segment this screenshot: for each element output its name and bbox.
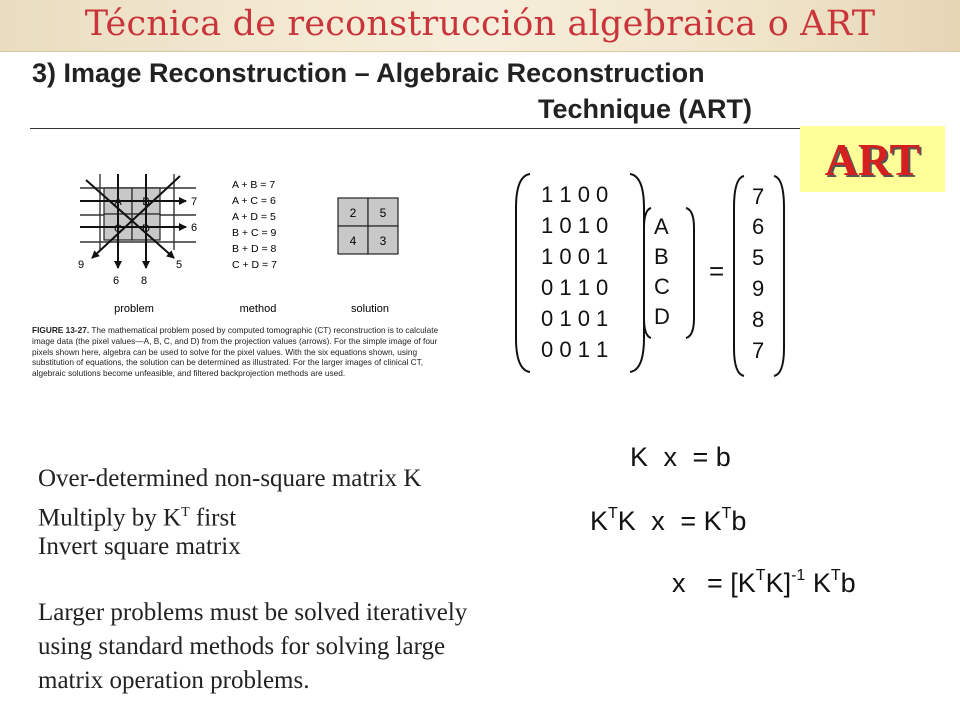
solution-c: 4 (349, 234, 357, 248)
unknown-b: B (654, 244, 669, 269)
method-eq-3: A + D = 5 (232, 211, 276, 223)
note-line-5: using standard methods for solving large (38, 633, 446, 660)
eq2-rhs-a: = K (680, 506, 722, 536)
eq1-lhs: K x (630, 442, 678, 472)
note-line-2-sup: T (181, 505, 190, 520)
unknown-c: C (654, 274, 670, 299)
label-problem: problem (114, 303, 154, 315)
method-eq-5: B + D = 8 (232, 243, 277, 255)
heading-rule (30, 128, 802, 129)
slide-title: Técnica de reconstrucción algebraica o ART (84, 4, 876, 44)
result-5: 8 (752, 307, 765, 332)
matrix-left-bracket (516, 174, 530, 372)
results-left-bracket (734, 176, 744, 376)
eq2-lhs-a: K (590, 506, 609, 536)
label-method: method (239, 303, 277, 315)
equals-sign: = (709, 256, 725, 286)
matrix-row-3: 1 0 0 1 (541, 244, 609, 269)
unknowns-left-bracket (644, 208, 651, 338)
unknown-a: A (654, 214, 669, 239)
result-2: 6 (752, 214, 765, 239)
equation-3 (672, 568, 856, 599)
method-equations (232, 179, 277, 271)
eq2-sup-a: T (608, 505, 618, 522)
proj-right-top: 7 (191, 196, 198, 208)
eq3-rhs-b: K] (765, 568, 792, 598)
eq2-lhs-b: K x (617, 506, 665, 536)
pixel-grid (104, 188, 160, 240)
matrix-row-2: 1 0 1 0 (541, 213, 609, 238)
matrix-row-5: 0 1 0 1 (541, 306, 609, 331)
eq3-sup-c: T (830, 567, 841, 584)
heading-line-1: 3) Image Reconstruction – Algebraic Reconstruction (32, 58, 705, 88)
caption-label: FIGURE 13-27. (32, 325, 90, 335)
eq3-rhs-a: = [K (707, 568, 756, 598)
eq3-sup-a: T (755, 567, 766, 584)
heading-line-2: Technique (ART) (538, 94, 752, 124)
result-4: 9 (752, 276, 765, 301)
matrix-row-4: 0 1 1 0 (541, 275, 609, 300)
unknowns-right-bracket (686, 208, 694, 338)
matrix-row-6: 0 0 1 1 (541, 337, 609, 362)
solution-grid (338, 198, 398, 254)
pixel-d-label: D (142, 223, 150, 235)
solution-a: 2 (349, 206, 357, 220)
matrix-row-1: 1 1 0 0 (541, 182, 609, 207)
equation-1 (630, 442, 731, 473)
solution-b: 5 (379, 206, 387, 220)
caption-text: The mathematical problem posed by computed tomographic (CT) reconstruction is to calculate image data (the pixel values—A, B, C, and D) from the projection values (arrows). For the simple image of four pixels shown here, algebra can be used to solve for the pixel values. With the six equations shown, using substitution of equations, the solution can be determined as illustrated. For the larger images of clinical CT, algebraic solutions become unfeasible, and filtered backprojection methods are used. (32, 325, 439, 379)
result-6: 7 (752, 338, 765, 363)
result-1: 7 (752, 184, 765, 209)
figure-caption (32, 325, 452, 379)
eq1-rhs: = b (692, 442, 731, 472)
proj-down-left: 6 (113, 275, 120, 287)
method-eq-2: A + C = 6 (232, 195, 276, 207)
method-eq-1: A + B = 7 (232, 179, 276, 191)
eq3-lhs: x (672, 568, 686, 598)
proj-diag-right: 5 (176, 259, 183, 271)
pixel-a-label: A (114, 196, 122, 208)
eq2-sup-b: T (721, 505, 732, 522)
proj-down-right: 8 (141, 275, 148, 287)
proj-diag-left: 9 (78, 259, 85, 271)
art-badge-label: ART (824, 133, 921, 185)
pixel-b-label: B (142, 196, 150, 208)
note-line-1: Over-determined non-square matrix K (38, 465, 422, 492)
matrix-equation (508, 168, 798, 383)
method-eq-6: C + D = 7 (232, 259, 277, 271)
proj-right-bottom: 6 (191, 222, 198, 234)
result-3: 5 (752, 245, 765, 270)
note-line-6: matrix operation problems. (38, 667, 310, 694)
equation-2 (590, 506, 746, 537)
pixel-c-label: C (114, 223, 122, 235)
label-solution: solution (351, 303, 389, 315)
method-eq-4: B + C = 9 (232, 227, 277, 239)
note-line-4: Larger problems must be solved iteratively (38, 599, 468, 626)
eq2-rhs-b: b (731, 506, 747, 536)
art-badge (800, 126, 945, 192)
eq3-sup-b: -1 (791, 567, 806, 584)
note-line-2-b: first (189, 504, 237, 532)
matrix-right-bracket (630, 174, 644, 372)
note-line-3: Invert square matrix (38, 533, 241, 560)
solution-d: 3 (379, 234, 387, 248)
results-right-bracket (774, 176, 784, 376)
ct-figure (40, 150, 470, 325)
eq3-rhs-c: K (805, 568, 831, 598)
title-bar (0, 0, 960, 52)
note-line-2-a: Multiply by K (38, 504, 182, 532)
eq3-rhs-d: b (840, 568, 856, 598)
unknown-d: D (654, 304, 670, 329)
